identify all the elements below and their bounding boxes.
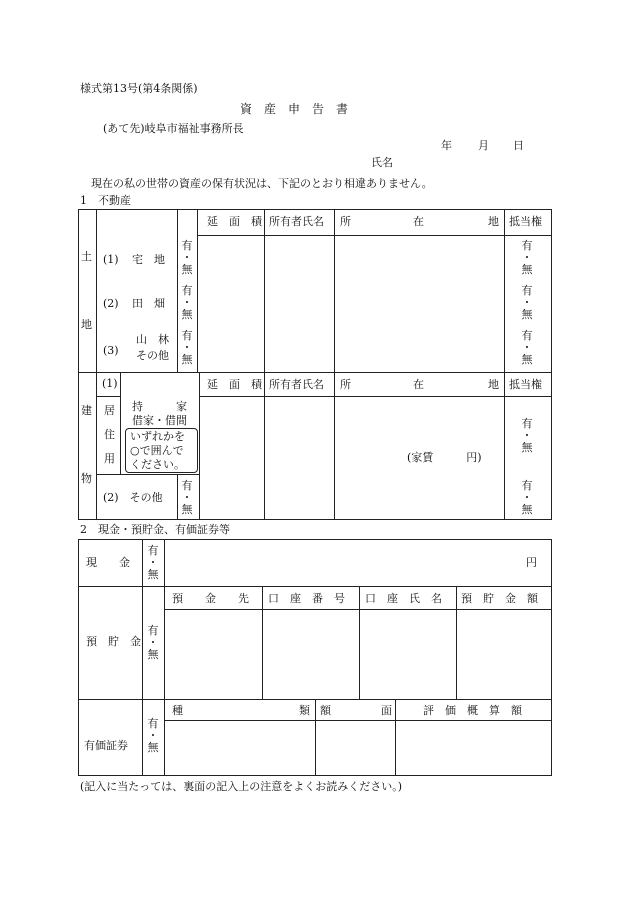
securities-header-kind1: 種 [172, 704, 183, 717]
land-header-loc1: 所 [340, 215, 351, 228]
cash-label: 現 金 [86, 556, 130, 569]
building-header-area: 延 面 積 [207, 378, 262, 391]
land-row2-label: 田 畑 [132, 297, 165, 310]
land-row3-label2: その他 [136, 349, 169, 362]
land-header-owner: 所有者氏名 [269, 215, 324, 228]
note-line1: いずれかを [130, 430, 185, 443]
land-row1-yesno[interactable]: 有 ・ 無 [181, 239, 193, 277]
savings-header-amount: 預 貯 金 額 [461, 592, 538, 605]
land-row1-no: (1) [103, 253, 119, 266]
savings-header-account-no: 口 座 番 号 [268, 592, 345, 605]
building-header-loc1: 所 [340, 378, 351, 391]
building-header-loc2: 在 [413, 378, 424, 391]
form-number: 様式第13号(第4条関係) [80, 82, 198, 95]
land-mortgage3-yesno[interactable]: 有 ・ 無 [521, 329, 533, 367]
own-house[interactable]: 持 家 [132, 400, 187, 413]
land-label-bottom: 地 [81, 318, 92, 331]
date-day: 日 [513, 139, 524, 152]
building-label-top: 建 [81, 404, 92, 417]
building-header-loc3: 地 [488, 378, 499, 391]
land-row3-yesno[interactable]: 有 ・ 無 [181, 329, 193, 367]
securities-header-estimate: 評 価 概 算 額 [423, 704, 522, 717]
rent-house[interactable]: 借家・借間 [132, 414, 187, 427]
savings-header-bank: 預 金 先 [172, 592, 249, 605]
building-label-bottom: 物 [81, 472, 92, 485]
land-row2-no: (2) [103, 297, 119, 310]
land-row3-no: (3) [103, 344, 119, 357]
building-row1-no: (1) [102, 377, 118, 390]
building-row2-label: (2) その他 [103, 491, 163, 504]
declaration-text: 現在の私の世帯の資産の保有状況は、下記のとおり相違ありません。 [91, 177, 433, 190]
rent-amount: (家賃 円) [407, 451, 482, 464]
land-header-area: 延 面 積 [207, 215, 262, 228]
land-header-loc3: 地 [488, 215, 499, 228]
savings-label: 預 貯 金 [86, 635, 141, 648]
cash-unit: 円 [526, 556, 537, 569]
land-row1-label: 宅 地 [132, 253, 165, 266]
footer-note: (記入に当たっては、裏面の記入上の注意をよくお読みください。) [80, 780, 403, 793]
savings-header-account-name: 口 座 氏 名 [365, 592, 442, 605]
land-row3-label1: 山 林 [136, 333, 169, 346]
building-mortgage2-yesno[interactable]: 有 ・ 無 [521, 479, 533, 517]
land-mortgage2-yesno[interactable]: 有 ・ 無 [521, 284, 533, 322]
land-header-loc2: 在 [413, 215, 424, 228]
section1-heading: 1 不動産 [80, 194, 131, 207]
land-row2-yesno[interactable]: 有 ・ 無 [181, 284, 193, 322]
securities-header-amount2: 面 [381, 704, 392, 717]
residence-char1: 居 [104, 404, 115, 417]
building-header-owner: 所有者氏名 [269, 378, 324, 391]
addressee: (あて先)岐阜市福祉事務所長 [103, 122, 244, 135]
note-line3: ください。 [130, 458, 185, 471]
securities-header-amount1: 額 [320, 704, 331, 717]
land-label-top: 土 [81, 250, 92, 263]
note-line2: ○で囲んで [130, 444, 184, 457]
land-header-mortgage: 抵当権 [509, 215, 542, 228]
page-title: 資 産 申 告 書 [240, 102, 349, 116]
section2-heading: 2 現金・預貯金、有価証券等 [80, 523, 230, 536]
securities-yesno[interactable]: 有 ・ 無 [147, 717, 159, 755]
date-month: 月 [478, 139, 489, 152]
residence-char2: 住 [104, 428, 115, 441]
building-mortgage1-yesno[interactable]: 有 ・ 無 [521, 417, 533, 455]
cash-yesno[interactable]: 有 ・ 無 [147, 544, 159, 582]
securities-label: 有価証券 [84, 739, 128, 752]
securities-header-kind2: 類 [299, 704, 310, 717]
building-header-mortgage: 抵当権 [509, 378, 542, 391]
building-row2-yesno[interactable]: 有 ・ 無 [181, 479, 193, 517]
land-mortgage1-yesno[interactable]: 有 ・ 無 [521, 239, 533, 277]
name-label: 氏名 [371, 156, 393, 169]
savings-yesno[interactable]: 有 ・ 無 [147, 624, 159, 662]
residence-char3: 用 [104, 452, 115, 465]
date-year: 年 [441, 139, 452, 152]
